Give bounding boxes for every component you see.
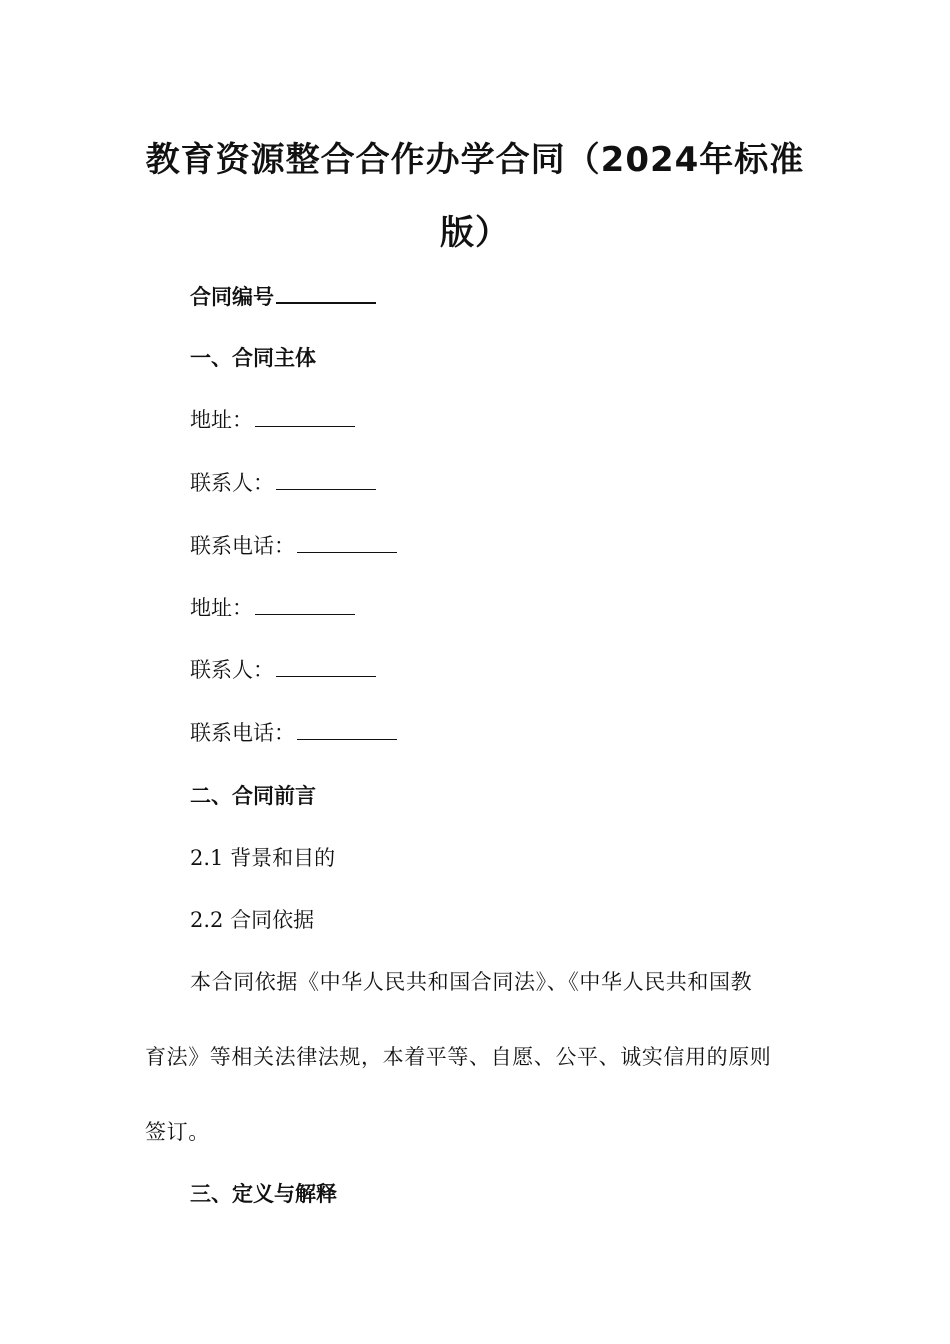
party-b-phone-blank[interactable] bbox=[297, 719, 397, 740]
document-title-line-1: 教育资源整合合作办学合同（2024年标准 bbox=[145, 140, 805, 180]
party-b-contact-label: 联系人： bbox=[190, 658, 274, 682]
party-a-contact-blank[interactable] bbox=[276, 469, 376, 490]
contract-number-row bbox=[190, 282, 376, 311]
party-a-address-label: 地址： bbox=[190, 408, 253, 432]
party-a-phone-label: 联系电话： bbox=[190, 534, 295, 558]
party-b-contact-row bbox=[190, 656, 376, 684]
item-2-1: 2.1 背景和目的 bbox=[190, 846, 336, 870]
party-a-address-row bbox=[190, 406, 355, 434]
party-a-phone-row bbox=[190, 532, 397, 560]
contract-number-blank[interactable] bbox=[276, 282, 376, 304]
contract-number-label: 合同编号 bbox=[190, 285, 274, 309]
section-2-heading: 二、合同前言 bbox=[190, 784, 316, 808]
party-b-phone-row bbox=[190, 719, 397, 747]
party-b-contact-blank[interactable] bbox=[276, 656, 376, 677]
item-2-2: 2.2 合同依据 bbox=[190, 908, 315, 932]
party-b-address-row bbox=[190, 594, 355, 622]
section-1-heading: 一、合同主体 bbox=[190, 346, 316, 370]
basis-paragraph-line-1: 本合同依据《中华人民共和国合同法》、《中华人民共和国教 bbox=[190, 970, 753, 994]
party-a-contact-row bbox=[190, 469, 376, 497]
party-b-address-label: 地址： bbox=[190, 596, 253, 620]
party-b-address-blank[interactable] bbox=[255, 594, 355, 615]
party-a-address-blank[interactable] bbox=[255, 406, 355, 427]
party-a-phone-blank[interactable] bbox=[297, 532, 397, 553]
party-a-contact-label: 联系人： bbox=[190, 471, 274, 495]
basis-paragraph-line-3: 签订。 bbox=[145, 1120, 210, 1144]
section-3-heading: 三、定义与解释 bbox=[190, 1182, 337, 1206]
party-b-phone-label: 联系电话： bbox=[190, 721, 295, 745]
basis-paragraph-line-2: 育法》等相关法律法规，本着平等、自愿、公平、诚实信用的原则 bbox=[145, 1045, 772, 1069]
document-title-line-2: 版） bbox=[440, 213, 510, 253]
